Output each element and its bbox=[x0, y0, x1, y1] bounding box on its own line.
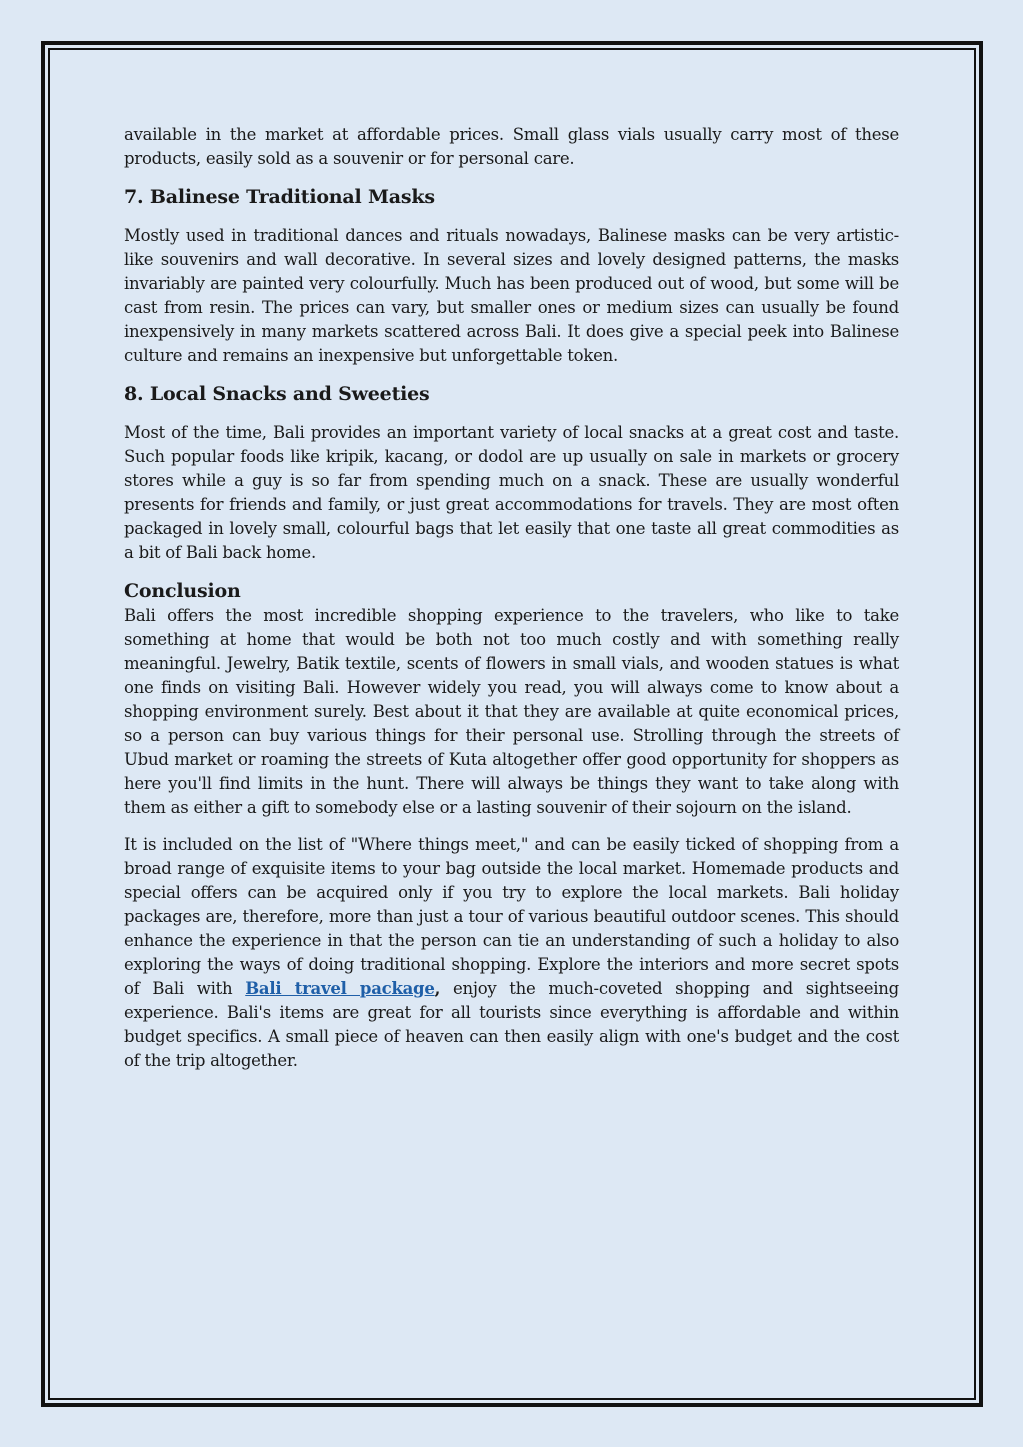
section-8-heading: 8. Local Snacks and Sweeties bbox=[124, 383, 430, 405]
bali-travel-package-link[interactable]: Bali travel package bbox=[245, 979, 435, 998]
conclusion-heading: Conclusion bbox=[124, 580, 241, 602]
conclusion-paragraph-1: Bali offers the most incredible shopping experience to the travelers, who like to take something at home that would be both not too much costly and with something really meaningful. Jewelry, Batik textile, scents of flowers in small vials, and wooden statues is what one finds on visiting Bali. However widely you read, you will always come to know about a shopping environment surely. Best about it that they are available at quite economical prices, so a person can buy various things for their personal use. Strolling through the streets of Ubud market or roaming the streets of Kuta altogether offer good opportunity for shoppers as here you'll find limits in the hunt. There will always be things they want to take along with them as either a gift to somebody else or a lasting souvenir of their sojourn on the island. bbox=[124, 606, 899, 817]
conclusion-paragraph-2-text-before: It is included on the list of "Where things meet," and can be easily ticked of shopping from a broad range of exquisite items to your bag outside the local market. Homemade products and special offers can be acquired only if you try to explore the local markets. Bali holiday packages are, therefore, more than just a tour of various beautiful outdoor scenes. This should enhance the experience in that the person can tie an understanding of such a holiday to also exploring the ways of doing traditional shopping. Explore the interiors and more secret spots of Bali with bbox=[124, 835, 899, 998]
section-8-paragraph: Most of the time, Bali provides an important variety of local snacks at a great cost and taste. Such popular foods like kripik, kacang, or dodol are up usually on sale in markets or grocery stores while a guy is so far from spending much on a snack. These are usually wonderful presents for friends and family, or just great accommodations for travels. They are most often packaged in lovely small, colourful bags that let easily that one taste all great commodities as a bit of Bali back home. bbox=[124, 423, 899, 562]
link-comma: , bbox=[434, 979, 441, 998]
intro-paragraph: available in the market at affordable prices. Small glass vials usually carry most of these products, easily sold as a souvenir or for personal care. bbox=[124, 125, 899, 168]
document-body bbox=[124, 123, 899, 1086]
conclusion-paragraph-2 bbox=[124, 833, 899, 1073]
section-7-heading: 7. Balinese Traditional Masks bbox=[124, 186, 435, 208]
section-7-paragraph: Mostly used in traditional dances and rituals nowadays, Balinese masks can be very artistic-like souvenirs and wall decorative. In several sizes and lovely designed patterns, the masks invariably are painted very colourfully. Much has been produced out of wood, but some will be cast from resin. The prices can vary, but smaller ones or medium sizes can usually be found inexpensively in many markets scattered across Bali. It does give a special peek into Balinese culture and remains an inexpensive but unforgettable token. bbox=[124, 226, 899, 365]
conclusion-paragraph-2-text-after: enjoy the much-coveted shopping and sightseeing experience. Bali's items are great for all tourists since everything is affordable and within budget specifics. A small piece of heaven can then easily align with one's budget and the cost of the trip altogether. bbox=[124, 979, 899, 1070]
